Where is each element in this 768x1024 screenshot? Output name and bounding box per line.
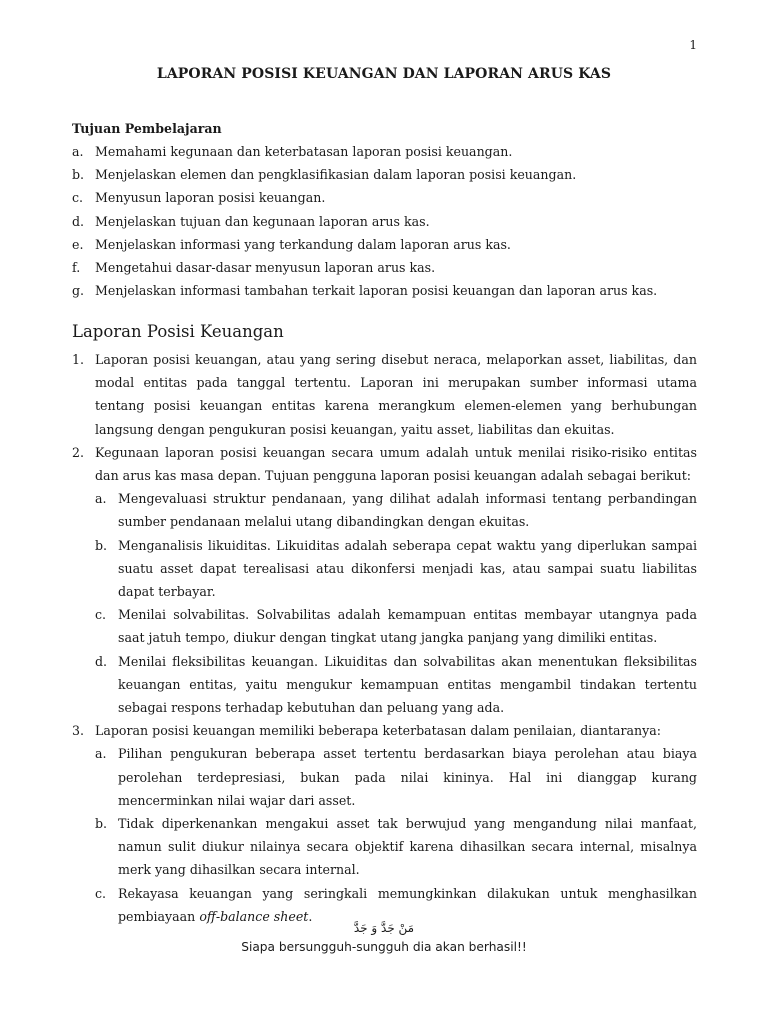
sub-item — [95, 650, 697, 720]
objective-letter: d. — [72, 213, 85, 229]
item-text: Kegunaan laporan posisi keuangan secara umum adalah untuk menilai risiko-risiko entitas dan arus kas masa depan. Tujuan pengguna laporan posisi keuangan adalah sebagai berikut: — [95, 444, 697, 484]
objective-item — [72, 256, 697, 279]
objective-item — [72, 210, 697, 233]
objective-letter: e. — [72, 236, 84, 252]
sub-text: Mengevaluasi struktur pendanaan, yang dilihat adalah informasi tentang perbandingan sumber pendanaan melalui utang dibandingkan dengan ekuitas. — [118, 491, 697, 530]
sub-letter: c. — [95, 607, 107, 623]
sub-letter: d. — [95, 653, 108, 669]
objective-item — [72, 140, 697, 163]
page-number: 1 — [689, 38, 697, 52]
objective-text: Mengetahui dasar-dasar menyusun laporan arus kas. — [95, 259, 436, 275]
sub-letter: a. — [95, 491, 107, 507]
item-number: 1. — [72, 352, 85, 367]
objectives-heading: Tujuan Pembelajaran — [72, 121, 222, 136]
objective-item — [72, 233, 697, 256]
item-text: Laporan posisi keuangan, atau yang sering disebut neraca, melaporkan asset, liabilitas, dan modal entitas pada tanggal tertentu. Laporan ini merupakan sumber informasi utama tentang posisi keuangan entitas karena merangkum elemen-elemen yang berhubungan langsung dengan pengukuran posisi keuangan, yaitu asset, liabilitas dan ekuitas. — [95, 352, 697, 437]
sub-text: Pilihan pengukuran beberapa asset tertentu berdasarkan biaya perolehan atau biaya perolehan terdepresiasi, bukan pada nilai kininya. Hal ini dianggap kurang mencerminkan nilai wajar dari asset. — [118, 746, 697, 808]
sub-letter: c. — [95, 885, 107, 901]
sub-item — [95, 742, 697, 812]
numbered-item — [72, 348, 697, 441]
sub-item — [95, 603, 697, 649]
sub-text-main: Rekayasa keuangan yang seringkali memungkinkan dilakukan untuk menghasilkan pembiayaan — [118, 885, 697, 924]
objective-text: Menyusun laporan posisi keuangan. — [95, 190, 326, 206]
italic-term: off-balance sheet — [199, 908, 309, 924]
sub-text-tail: . — [308, 908, 313, 924]
learning-objectives — [72, 117, 697, 302]
sub-letter: b. — [95, 816, 108, 832]
objective-text: Menjelaskan tujuan dan kegunaan laporan arus kas. — [95, 213, 430, 229]
objective-letter: g. — [72, 283, 85, 299]
numbered-list — [72, 348, 697, 928]
objective-letter: b. — [72, 167, 85, 183]
objective-letter: c. — [72, 190, 84, 206]
objective-item — [72, 279, 697, 302]
numbered-item — [72, 441, 697, 719]
item-number: 3. — [72, 723, 85, 739]
objective-item — [72, 186, 697, 209]
sub-text: Menganalisis likuiditas. Likuiditas adalah seberapa cepat waktu yang diperlukan sampai suatu asset dapat terealisasi atau dikonfersi menjadi kas, atau sampai suatu liabilitas dapat terbayar. — [118, 537, 697, 600]
item-number: 2. — [72, 444, 85, 460]
sub-letter: a. — [95, 746, 107, 762]
numbered-item — [72, 719, 697, 928]
objective-text: Menjelaskan elemen dan pengklasifikasian dalam laporan posisi keuangan. — [95, 167, 577, 183]
sub-item — [95, 534, 697, 604]
sub-item — [95, 812, 697, 882]
objective-letter: f. — [72, 259, 81, 275]
objective-text: Menjelaskan informasi yang terkandung dalam laporan arus kas. — [95, 236, 511, 252]
sub-text: Menilai solvabilitas. Solvabilitas adalah kemampuan entitas membayar utangnya pada saat jatuh tempo, diukur dengan tingkat utang jangka panjang yang dimiliki entitas. — [118, 607, 697, 646]
objective-letter: a. — [72, 144, 84, 159]
sub-text: Tidak diperkenankan mengakui asset tak berwujud yang mengandung nilai manfaat, namun sulit diukur nilainya secara objektif karena dihasilkan secara internal, misalnya merk yang dihasilkan secara internal. — [118, 816, 697, 878]
sub-text: Menilai fleksibilitas keuangan. Likuiditas dan solvabilitas akan menentukan fleksibilitas keuangan entitas, yaitu mengukur kemampuan entitas mengambil tindakan tertentu sebagai respons terhadap kebutuhan dan peluang yang ada. — [118, 653, 697, 716]
sub-letter: b. — [95, 537, 108, 553]
document-title: LAPORAN POSISI KEUANGAN DAN LAPORAN ARUS KAS — [156, 66, 612, 82]
objective-text: Memahami kegunaan dan keterbatasan laporan posisi keuangan. — [95, 144, 513, 159]
footer-motto: Siapa bersungguh-sungguh dia akan berhasil!! — [241, 940, 527, 954]
sub-item — [95, 487, 697, 533]
arabic-proverb: مَنْ جَدَّ وَ جَدَّ — [353, 921, 415, 935]
item-text: Laporan posisi keuangan memiliki beberapa keterbatasan dalam penilaian, diantaranya: — [95, 723, 662, 739]
objective-text: Menjelaskan informasi tambahan terkait laporan posisi keuangan dan laporan arus kas. — [95, 283, 658, 299]
objective-item — [72, 163, 697, 186]
section-heading: Laporan Posisi Keuangan — [72, 322, 284, 341]
